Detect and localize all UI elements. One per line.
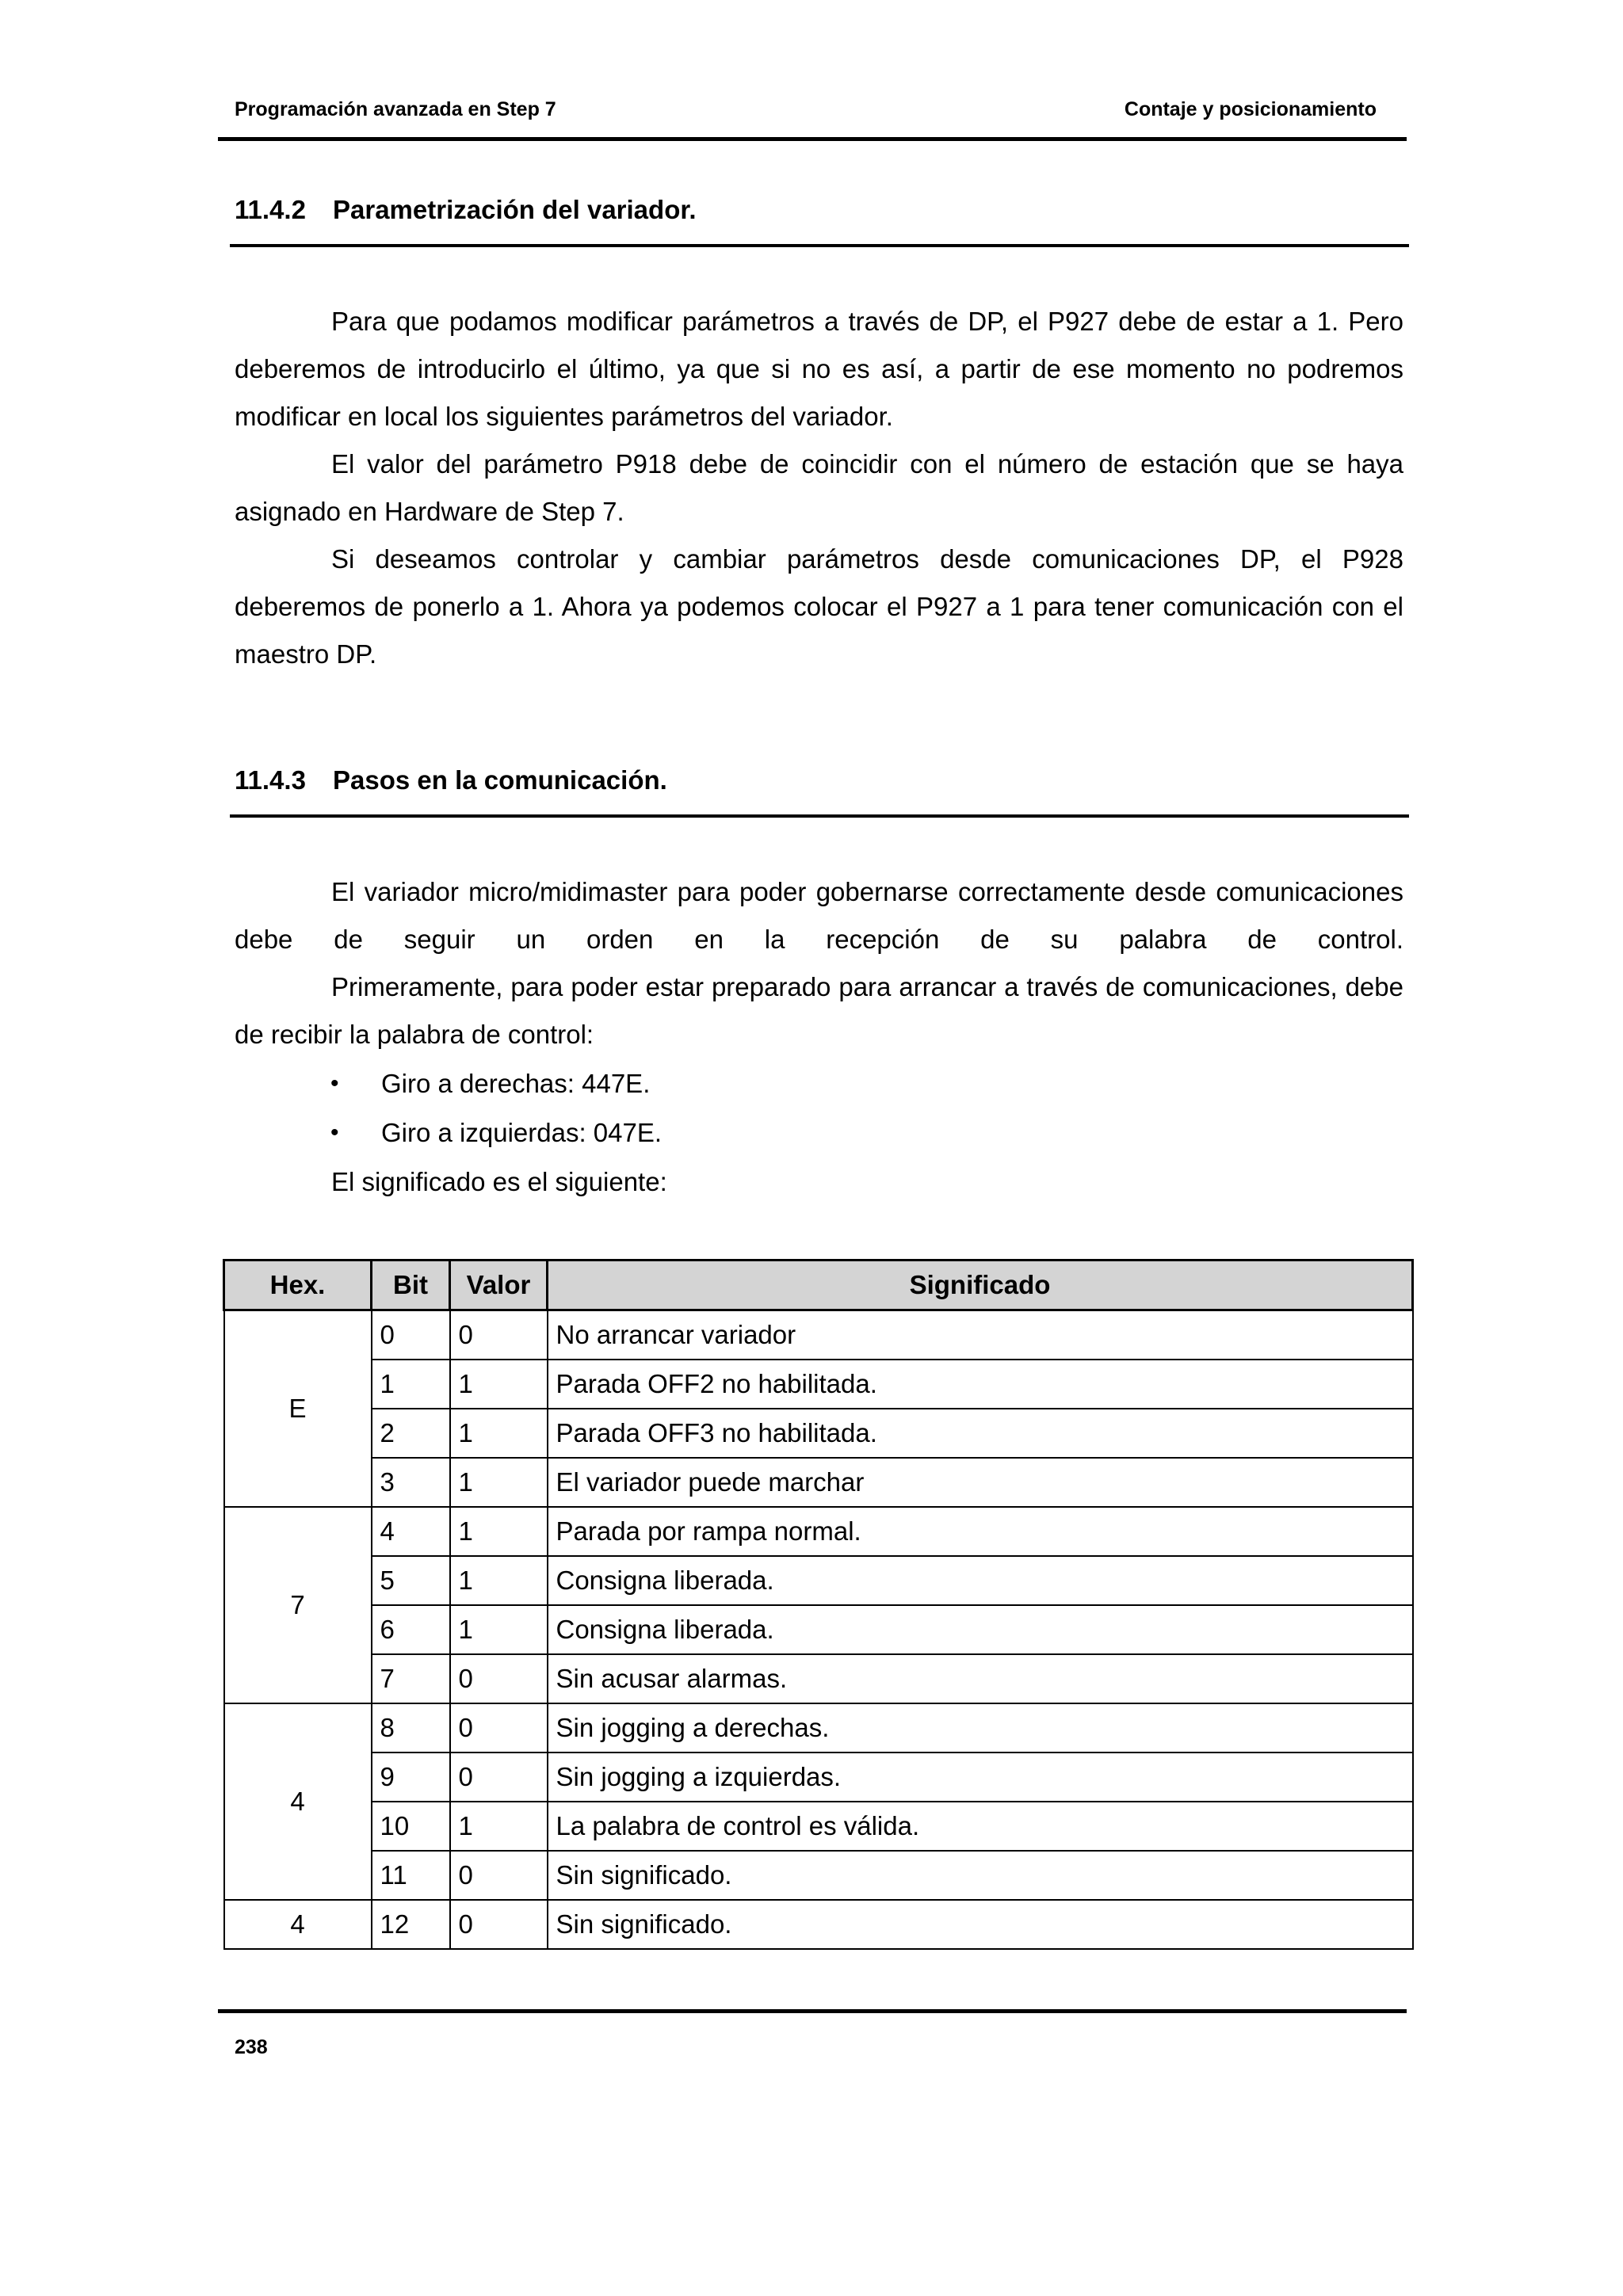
paragraph: El variador micro/midimaster para poder gobernarse correctamente desde comunicaciones debe de seguir un orden en la recepción de su palabra de control. — [235, 877, 1403, 954]
table-row — [224, 1802, 1413, 1851]
significado-cell: Parada por rampa normal. — [548, 1507, 1413, 1556]
significado-cell: Parada OFF2 no habilitada. — [548, 1360, 1413, 1409]
section-rule — [230, 814, 1409, 818]
table-row — [224, 1605, 1413, 1654]
valor-cell: 0 — [450, 1310, 548, 1360]
paragraph: El valor del parámetro P918 debe de coincidir con el número de estación que se haya asignado en Hardware de Step 7. — [235, 449, 1403, 526]
column-header-hex: Hex. — [224, 1261, 372, 1310]
bullet-list — [330, 1059, 662, 1158]
list-item-text: Giro a izquierdas: 047E. — [381, 1118, 663, 1147]
header-left: Programación avanzada en Step 7 — [235, 98, 556, 120]
section-number: 11.4.3 — [235, 765, 306, 795]
list-item — [330, 1108, 662, 1158]
paragraph: Si deseamos controlar y cambiar parámetros desde comunicaciones DP, el P928 deberemos de ponerlo a 1. Ahora ya podemos colocar el P927 a 1 para tener comunicación con el maestro DP. — [235, 544, 1403, 669]
valor-cell: 1 — [450, 1802, 548, 1851]
column-header-valor: Valor — [450, 1261, 548, 1310]
valor-cell: 0 — [450, 1654, 548, 1703]
table-row — [224, 1409, 1413, 1458]
significado-cell: Sin jogging a derechas. — [548, 1703, 1413, 1753]
paragraph: Primeramente, para poder estar preparado para arrancar a través de comunicaciones, debe de recibir la palabra de control: — [235, 972, 1403, 1049]
valor-cell: 0 — [450, 1851, 548, 1900]
bit-cell: 1 — [372, 1360, 450, 1409]
section-title: Pasos en la comunicación. — [333, 765, 667, 795]
table-row — [224, 1753, 1413, 1802]
bit-cell: 7 — [372, 1654, 450, 1703]
valor-cell: 0 — [450, 1900, 548, 1949]
hex-cell: E — [224, 1310, 372, 1508]
significado-cell: No arrancar variador — [548, 1310, 1413, 1360]
valor-cell: 1 — [450, 1458, 548, 1507]
bit-cell: 8 — [372, 1703, 450, 1753]
table-row — [224, 1703, 1413, 1753]
header-rule — [218, 137, 1407, 141]
column-header-bit: Bit — [372, 1261, 450, 1310]
bit-cell: 2 — [372, 1409, 450, 1458]
table-row — [224, 1507, 1413, 1556]
hex-cell: 7 — [224, 1507, 372, 1703]
significado-cell: Consigna liberada. — [548, 1605, 1413, 1654]
bullet-icon: • — [330, 1119, 339, 1146]
footer-rule — [218, 2009, 1407, 2013]
column-header-significado: Significado — [548, 1261, 1413, 1310]
bit-cell: 9 — [372, 1753, 450, 1802]
bit-cell: 0 — [372, 1310, 450, 1360]
valor-cell: 1 — [450, 1605, 548, 1654]
significado-cell: Sin acusar alarmas. — [548, 1654, 1413, 1703]
significado-cell: Sin significado. — [548, 1851, 1413, 1900]
significado-cell: Consigna liberada. — [548, 1556, 1413, 1605]
valor-cell: 1 — [450, 1409, 548, 1458]
significado-cell: El variador puede marchar — [548, 1458, 1413, 1507]
section-title: Parametrización del variador. — [333, 195, 697, 224]
list-item-text: Giro a derechas: 447E. — [381, 1069, 651, 1098]
table-row — [224, 1654, 1413, 1703]
significado-cell: Sin significado. — [548, 1900, 1413, 1949]
table-row — [224, 1851, 1413, 1900]
table-row — [224, 1310, 1413, 1360]
table-row — [224, 1458, 1413, 1507]
bit-cell: 5 — [372, 1556, 450, 1605]
table-intro: El significado es el siguiente: — [331, 1167, 667, 1196]
significado-cell: Sin jogging a izquierdas. — [548, 1753, 1413, 1802]
significado-cell: Parada OFF3 no habilitada. — [548, 1409, 1413, 1458]
bit-cell: 11 — [372, 1851, 450, 1900]
section-heading — [235, 195, 697, 225]
bit-cell: 12 — [372, 1900, 450, 1949]
section2-body — [235, 868, 1403, 1058]
table-row — [224, 1360, 1413, 1409]
section-rule — [230, 244, 1409, 247]
section-number: 11.4.2 — [235, 195, 306, 224]
bit-cell: 10 — [372, 1802, 450, 1851]
page-number: 238 — [235, 2036, 268, 2058]
bullet-icon: • — [330, 1070, 339, 1097]
list-item — [330, 1059, 662, 1108]
section-heading — [235, 765, 667, 795]
hex-cell: 4 — [224, 1900, 372, 1949]
valor-cell: 0 — [450, 1753, 548, 1802]
valor-cell: 1 — [450, 1507, 548, 1556]
significado-cell: La palabra de control es válida. — [548, 1802, 1413, 1851]
table-row — [224, 1556, 1413, 1605]
table-row — [224, 1900, 1413, 1949]
bit-cell: 6 — [372, 1605, 450, 1654]
section1-body — [235, 298, 1403, 678]
paragraph: Para que podamos modificar parámetros a través de DP, el P927 debe de estar a 1. Pero deberemos de introducirlo el último, ya que si no es así, a partir de ese momento no podremos modificar en local los siguientes parámetros del variador. — [235, 307, 1403, 431]
valor-cell: 1 — [450, 1360, 548, 1409]
bit-cell: 3 — [372, 1458, 450, 1507]
bit-cell: 4 — [372, 1507, 450, 1556]
table-header-row — [224, 1261, 1413, 1310]
valor-cell: 1 — [450, 1556, 548, 1605]
control-word-table — [223, 1259, 1414, 1950]
hex-cell: 4 — [224, 1703, 372, 1900]
valor-cell: 0 — [450, 1703, 548, 1753]
header-right: Contaje y posicionamiento — [1124, 98, 1377, 120]
